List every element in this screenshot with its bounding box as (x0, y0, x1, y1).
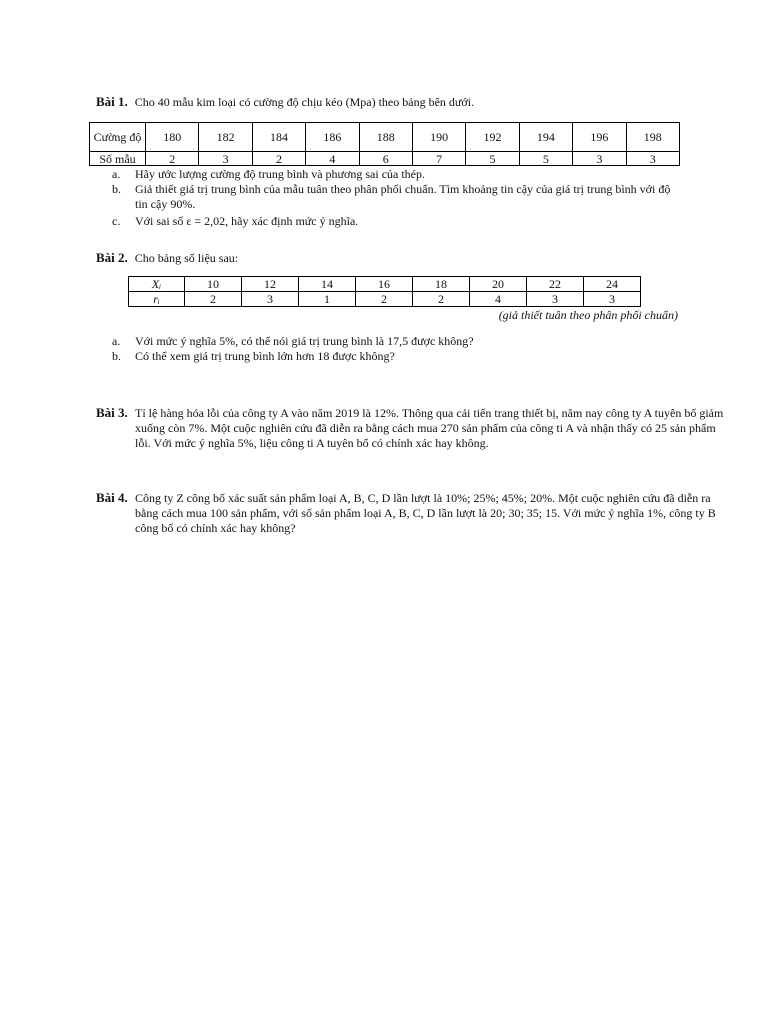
bai1-items (112, 167, 684, 229)
item-marker: a. (112, 167, 121, 181)
bai1-cell: 182 (199, 123, 252, 152)
bai2-table-row-x (129, 277, 641, 292)
bai1-table (89, 122, 680, 166)
bai2-cell: 3 (242, 292, 299, 307)
bai1-cell: 198 (626, 123, 679, 152)
bai1-cell: 3 (626, 152, 679, 166)
bai1-cell: 192 (466, 123, 519, 152)
bai2-text: Cho bảng số liệu sau: (134, 251, 239, 265)
bai4-paragraph (96, 490, 725, 536)
list-item (112, 214, 684, 229)
bai1-row1-header: Cường độ (90, 123, 146, 152)
list-item (112, 334, 684, 349)
bai1-cell: 3 (573, 152, 626, 166)
bai3-label: Bài 3. (96, 405, 128, 420)
list-item (112, 182, 684, 212)
bai1-cell: 196 (573, 123, 626, 152)
bai2-items (112, 334, 684, 364)
bai4-text: Công ty Z công bố xác suất sản phẩm loại A, B, C, D lần lượt là 10%; 25%; 45%; 20%. Một cuộc nghiên cứu đã diễn ra bằng cách mua 100 sản phẩm, với số sản phẩm loại A, B, C, D lần lượt là 20; 30; 35; 15. Với mức ý nghĩa 1%, công ty B công bố có chính xác hay không? (135, 491, 716, 535)
item-marker: b. (112, 182, 121, 196)
bai4-label: Bài 4. (96, 490, 128, 505)
bai2-cell: 2 (413, 292, 470, 307)
bai2-cell: 18 (413, 277, 470, 292)
bai2-cell: 4 (470, 292, 527, 307)
bai2-note: (giả thiết tuân theo phân phối chuẩn) (498, 308, 678, 322)
bai1-cell: 2 (252, 152, 305, 166)
bai2-cell: 2 (356, 292, 413, 307)
bai2-row2-header: rᵢ (129, 292, 185, 307)
bai1-cell: 3 (199, 152, 252, 166)
bai1-label: Bài 1. (96, 94, 128, 109)
bai3-paragraph (96, 405, 725, 451)
bai1-row2-header: Số mẫu (90, 152, 146, 166)
list-item (112, 167, 684, 182)
bai2-cell: 12 (242, 277, 299, 292)
bai1-text: Cho 40 mẫu kim loại có cường độ chịu kéo (Mpa) theo bảng bên dưới. (134, 95, 475, 109)
bai1-cell: 5 (466, 152, 519, 166)
item-marker: a. (112, 334, 121, 348)
item-text: Hãy ước lượng cường độ trung bình và phương sai của thép. (135, 167, 426, 181)
bai2-cell: 16 (356, 277, 413, 292)
bai2-cell: 3 (527, 292, 584, 307)
bai1-cell: 2 (146, 152, 199, 166)
item-text: Giả thiết giá trị trung bình của mẫu tuân theo phân phối chuẩn. Tìm khoảng tin cậy của giá trị trung bình với độ tin cậy 90%. (135, 182, 671, 211)
bai2-table (128, 276, 641, 307)
list-item (112, 349, 684, 364)
bai2-heading (96, 250, 686, 266)
bai1-cell: 4 (306, 152, 359, 166)
bai1-cell: 186 (306, 123, 359, 152)
item-text: Với sai số ε = 2,02, hãy xác định mức ý nghĩa. (135, 214, 359, 228)
bai1-cell: 7 (412, 152, 465, 166)
bai1-cell: 194 (519, 123, 572, 152)
bai3-text: Tỉ lệ hàng hóa lỗi của công ty A vào năm 2019 là 12%. Thông qua cải tiến trang thiết bị, năm nay công ty A tuyên bố giảm xuống còn 7%. Một cuộc nghiên cứu đã diễn ra bằng cách mua 270 sản phẩm của công ti A và nhận thấy có 25 sản phẩm lỗi. Với mức ý nghĩa 5%, liệu công ti A tuyên bố có chính xác hay không. (135, 406, 724, 450)
item-text: Với mức ý nghĩa 5%, có thể nói giá trị trung bình là 17,5 được không? (135, 334, 474, 348)
bai1-cell: 190 (412, 123, 465, 152)
bai2-cell: 10 (185, 277, 242, 292)
bai2-cell: 24 (584, 277, 641, 292)
bai1-cell: 180 (146, 123, 199, 152)
bai2-label: Bài 2. (96, 250, 128, 265)
bai1-table-row-strength (90, 123, 680, 152)
item-marker: b. (112, 349, 121, 363)
item-text: Có thể xem giá trị trung bình lớn hơn 18 được không? (135, 349, 395, 363)
bai2-row1-header: Xᵢ (129, 277, 185, 292)
bai2-cell: 22 (527, 277, 584, 292)
bai2-table-row-r (129, 292, 641, 307)
bai2-cell: 14 (299, 277, 356, 292)
bai1-cell: 5 (519, 152, 572, 166)
item-marker: c. (112, 214, 121, 228)
bai1-cell: 6 (359, 152, 412, 166)
bai2-cell: 3 (584, 292, 641, 307)
bai2-cell: 2 (185, 292, 242, 307)
bai2-cell: 20 (470, 277, 527, 292)
bai1-cell: 184 (252, 123, 305, 152)
bai1-cell: 188 (359, 123, 412, 152)
bai1-table-row-count (90, 152, 680, 166)
bai2-cell: 1 (299, 292, 356, 307)
bai1-heading (96, 94, 686, 110)
